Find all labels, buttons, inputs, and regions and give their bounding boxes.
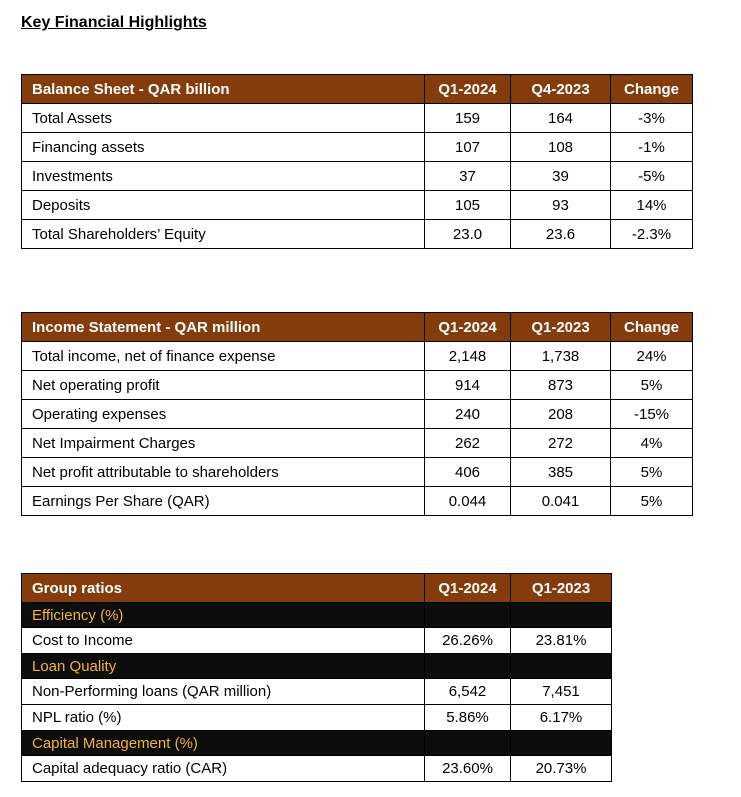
- table-cell: 108: [511, 133, 611, 162]
- table-header-row: [22, 574, 612, 603]
- table-row: [22, 133, 693, 162]
- table-cell: 107: [425, 133, 511, 162]
- row-label: Total Shareholders’ Equity: [22, 220, 425, 249]
- table-cell: 385: [511, 458, 611, 487]
- table-row: [22, 679, 612, 705]
- table-header-cell: Q4-2023: [511, 75, 611, 104]
- table-cell: 23.6: [511, 220, 611, 249]
- table-row: [22, 429, 693, 458]
- table-row: [22, 220, 693, 249]
- table-cell: 23.0: [425, 220, 511, 249]
- table-cell: 873: [511, 371, 611, 400]
- row-label: Net Impairment Charges: [22, 429, 425, 458]
- section-row: [22, 654, 612, 679]
- table-cell: 7,451: [511, 679, 612, 705]
- table-header-row: [22, 313, 693, 342]
- table-row: [22, 342, 693, 371]
- table-cell: 39: [511, 162, 611, 191]
- table-cell: [511, 654, 612, 679]
- section-label: Loan Quality: [22, 654, 425, 679]
- row-label: Capital adequacy ratio (CAR): [22, 756, 425, 782]
- section-row: [22, 603, 612, 628]
- table-header-cell: Change: [611, 75, 693, 104]
- table-row: [22, 705, 612, 731]
- table-header-cell: Change: [611, 313, 693, 342]
- table-row: [22, 371, 693, 400]
- table-header-row: [22, 75, 693, 104]
- table-row: [22, 191, 693, 220]
- table-cell: 5%: [611, 458, 693, 487]
- table-cell: 1,738: [511, 342, 611, 371]
- table-cell: 262: [425, 429, 511, 458]
- table-cell: 0.041: [511, 487, 611, 516]
- table-cell: [425, 603, 511, 628]
- page-title: Key Financial Highlights: [21, 14, 207, 31]
- table-cell: -3%: [611, 104, 693, 133]
- table-cell: -5%: [611, 162, 693, 191]
- table-row: [22, 458, 693, 487]
- table-row: [22, 162, 693, 191]
- table-cell: 37: [425, 162, 511, 191]
- row-label: Total Assets: [22, 104, 425, 133]
- table-cell: 0.044: [425, 487, 511, 516]
- table-cell: 6.17%: [511, 705, 612, 731]
- table-header-cell: Q1-2024: [425, 313, 511, 342]
- table-cell: 272: [511, 429, 611, 458]
- table-row: [22, 400, 693, 429]
- section-row: [22, 731, 612, 756]
- row-label: Cost to Income: [22, 628, 425, 654]
- table-cell: 5%: [611, 371, 693, 400]
- table-cell: 406: [425, 458, 511, 487]
- row-label: Financing assets: [22, 133, 425, 162]
- row-label: Total income, net of finance expense: [22, 342, 425, 371]
- table-cell: 14%: [611, 191, 693, 220]
- table-header-cell: Q1-2024: [425, 75, 511, 104]
- row-label: Earnings Per Share (QAR): [22, 487, 425, 516]
- row-label: Investments: [22, 162, 425, 191]
- table-cell: 24%: [611, 342, 693, 371]
- table-header-cell: Balance Sheet - QAR billion: [22, 75, 425, 104]
- table-row: [22, 104, 693, 133]
- table-cell: 26.26%: [425, 628, 511, 654]
- table-cell: -1%: [611, 133, 693, 162]
- balance-sheet-table: [21, 74, 693, 249]
- table-cell: 164: [511, 104, 611, 133]
- row-label: Net profit attributable to shareholders: [22, 458, 425, 487]
- row-label: Deposits: [22, 191, 425, 220]
- table-row: [22, 756, 612, 782]
- table-cell: 23.81%: [511, 628, 612, 654]
- table-cell: [511, 731, 612, 756]
- table-cell: 5.86%: [425, 705, 511, 731]
- income-statement-table: [21, 312, 693, 516]
- table-cell: 5%: [611, 487, 693, 516]
- table-cell: [425, 731, 511, 756]
- table-header-cell: Q1-2023: [511, 313, 611, 342]
- section-label: Capital Management (%): [22, 731, 425, 756]
- row-label: NPL ratio (%): [22, 705, 425, 731]
- table-cell: [511, 603, 612, 628]
- table-header-cell: Group ratios: [22, 574, 425, 603]
- table-cell: 208: [511, 400, 611, 429]
- row-label: Non-Performing loans (QAR million): [22, 679, 425, 705]
- table-cell: 159: [425, 104, 511, 133]
- table-row: [22, 628, 612, 654]
- table-row: [22, 487, 693, 516]
- table-cell: 23.60%: [425, 756, 511, 782]
- table-cell: 240: [425, 400, 511, 429]
- table-cell: -2.3%: [611, 220, 693, 249]
- section-label: Efficiency (%): [22, 603, 425, 628]
- table-header-cell: Income Statement - QAR million: [22, 313, 425, 342]
- table-cell: 2,148: [425, 342, 511, 371]
- table-cell: [425, 654, 511, 679]
- table-header-cell: Q1-2023: [511, 574, 612, 603]
- table-cell: 93: [511, 191, 611, 220]
- table-cell: -15%: [611, 400, 693, 429]
- table-cell: 105: [425, 191, 511, 220]
- group-ratios-table: [21, 573, 612, 782]
- table-cell: 6,542: [425, 679, 511, 705]
- table-cell: 914: [425, 371, 511, 400]
- table-header-cell: Q1-2024: [425, 574, 511, 603]
- table-cell: 20.73%: [511, 756, 612, 782]
- row-label: Net operating profit: [22, 371, 425, 400]
- table-cell: 4%: [611, 429, 693, 458]
- row-label: Operating expenses: [22, 400, 425, 429]
